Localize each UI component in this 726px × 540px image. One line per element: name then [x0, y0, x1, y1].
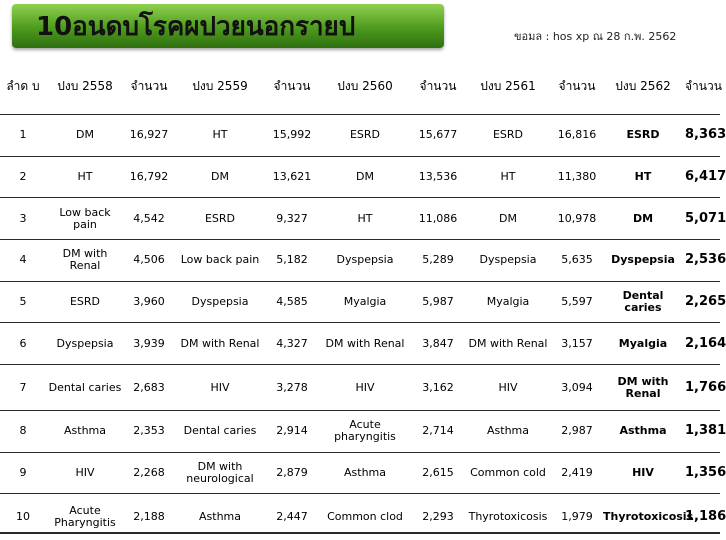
rank-cell: 8 — [0, 411, 46, 453]
table-row — [0, 365, 720, 411]
count-cell: 15,677 — [412, 114, 464, 156]
disease-cell: DM with Renal — [174, 323, 266, 365]
count-cell: 2,293 — [412, 494, 464, 540]
count-cell: 1,356 — [684, 452, 720, 494]
count-cell: 5,182 — [266, 239, 318, 281]
count-cell: 6,417 — [684, 156, 720, 198]
rank-cell: 9 — [0, 452, 46, 494]
disease-cell: Low back pain — [46, 198, 124, 240]
disease-cell: Common clod — [318, 494, 412, 540]
count-cell: 16,927 — [124, 114, 174, 156]
count-cell: 15,992 — [266, 114, 318, 156]
count-cell: 5,597 — [552, 281, 602, 323]
rank-cell: 7 — [0, 365, 46, 411]
column-header: จำนวน — [685, 78, 722, 93]
disease-cell: ESRD — [174, 198, 266, 240]
disease-cell: Myalgia — [318, 281, 412, 323]
disease-cell: Asthma — [46, 411, 124, 453]
column-header: ปงบ 2559 — [192, 78, 248, 93]
disease-cell: DM — [318, 156, 412, 198]
disease-cell: Dyspepsia — [174, 281, 266, 323]
disease-cell: Dyspepsia — [46, 323, 124, 365]
disease-cell: Dental caries — [46, 365, 124, 411]
column-header: จำนวน — [130, 78, 168, 93]
disease-cell: HIV — [318, 365, 412, 411]
count-cell: 5,987 — [412, 281, 464, 323]
disease-cell: DM with Renal — [46, 239, 124, 281]
count-cell: 1,979 — [552, 494, 602, 540]
disease-cell: Myalgia — [602, 323, 684, 365]
count-cell: 2,879 — [266, 452, 318, 494]
table-header-row — [0, 58, 720, 114]
count-cell: 5,289 — [412, 239, 464, 281]
disease-cell: Dyspepsia — [602, 239, 684, 281]
disease-cell: Common cold — [464, 452, 552, 494]
disease-cell: DM with Renal — [464, 323, 552, 365]
disease-cell: Asthma — [174, 494, 266, 540]
count-cell: 2,987 — [552, 411, 602, 453]
column-header: ปงบ 2561 — [480, 78, 536, 93]
count-cell: 2,683 — [124, 365, 174, 411]
disease-cell: Thyrotoxicosis — [602, 494, 684, 540]
disease-cell: HIV — [464, 365, 552, 411]
count-cell: 3,278 — [266, 365, 318, 411]
count-cell: 3,162 — [412, 365, 464, 411]
count-cell: 2,914 — [266, 411, 318, 453]
disease-cell: Asthma — [602, 411, 684, 453]
disease-cell: Dyspepsia — [318, 239, 412, 281]
count-cell: 1,381 — [684, 411, 720, 453]
count-cell: 2,265 — [684, 281, 720, 323]
disease-cell: ESRD — [602, 114, 684, 156]
count-cell: 4,542 — [124, 198, 174, 240]
count-cell: 5,071 — [684, 198, 720, 240]
count-cell: 3,847 — [412, 323, 464, 365]
disease-cell: HT — [174, 114, 266, 156]
rank-cell: 10 — [0, 494, 46, 540]
rank-cell: 1 — [0, 114, 46, 156]
count-cell: 8,363 — [684, 114, 720, 156]
disease-cell: Dental caries — [602, 281, 684, 323]
count-cell: 3,157 — [552, 323, 602, 365]
count-cell: 4,327 — [266, 323, 318, 365]
disease-cell: DM — [602, 198, 684, 240]
count-cell: 2,268 — [124, 452, 174, 494]
column-header: ลำด บ — [6, 78, 40, 93]
count-cell: 16,816 — [552, 114, 602, 156]
count-cell: 13,621 — [266, 156, 318, 198]
table-bottom-rule — [0, 532, 720, 534]
column-header: ปงบ 2560 — [337, 78, 393, 93]
title-band — [0, 0, 720, 58]
disease-cell: DM with neurological — [174, 452, 266, 494]
count-cell: 2,714 — [412, 411, 464, 453]
count-cell: 2,419 — [552, 452, 602, 494]
disease-cell: Dyspepsia — [464, 239, 552, 281]
count-cell: 2,188 — [124, 494, 174, 540]
rank-cell: 3 — [0, 198, 46, 240]
count-cell: 2,353 — [124, 411, 174, 453]
count-cell: 3,960 — [124, 281, 174, 323]
disease-cell: ESRD — [464, 114, 552, 156]
table-row — [0, 411, 720, 453]
disease-cell: HIV — [602, 452, 684, 494]
count-cell: 2,615 — [412, 452, 464, 494]
column-header: จำนวน — [419, 78, 457, 93]
count-cell: 9,327 — [266, 198, 318, 240]
disease-cell: Myalgia — [464, 281, 552, 323]
disease-cell: HIV — [174, 365, 266, 411]
disease-cell: DM — [46, 114, 124, 156]
disease-cell: HT — [318, 198, 412, 240]
column-header: จำนวน — [273, 78, 311, 93]
count-cell: 2,164 — [684, 323, 720, 365]
count-cell: 10,978 — [552, 198, 602, 240]
table-row — [0, 239, 720, 281]
table-row — [0, 452, 720, 494]
disease-cell: Thyrotoxicosis — [464, 494, 552, 540]
disease-cell: Acute pharyngitis — [318, 411, 412, 453]
table-row — [0, 198, 720, 240]
table-row — [0, 281, 720, 323]
source-note: ขอมล : hos xp ณ 28 ก.พ. 2562 — [514, 30, 677, 43]
rank-cell: 2 — [0, 156, 46, 198]
count-cell: 4,506 — [124, 239, 174, 281]
rank-cell: 4 — [0, 239, 46, 281]
column-header: ปงบ 2558 — [57, 78, 113, 93]
disease-cell: HT — [46, 156, 124, 198]
count-cell: 3,094 — [552, 365, 602, 411]
disease-cell: HIV — [46, 452, 124, 494]
disease-cell: DM with Renal — [318, 323, 412, 365]
count-cell: 4,585 — [266, 281, 318, 323]
table-row — [0, 323, 720, 365]
table-row — [0, 156, 720, 198]
disease-cell: Acute Pharyngitis — [46, 494, 124, 540]
disease-cell: ESRD — [46, 281, 124, 323]
count-cell: 2,536 — [684, 239, 720, 281]
disease-cell: DM — [464, 198, 552, 240]
table-row — [0, 114, 720, 156]
count-cell: 5,635 — [552, 239, 602, 281]
column-header: ปงบ 2562 — [615, 78, 671, 93]
count-cell: 13,536 — [412, 156, 464, 198]
disease-cell: Asthma — [464, 411, 552, 453]
disease-cell: Dental caries — [174, 411, 266, 453]
count-cell: 3,939 — [124, 323, 174, 365]
rank-cell: 6 — [0, 323, 46, 365]
disease-cell: HT — [464, 156, 552, 198]
disease-cell: ESRD — [318, 114, 412, 156]
column-header: จำนวน — [558, 78, 596, 93]
top-diseases-table — [0, 58, 726, 540]
count-cell: 11,380 — [552, 156, 602, 198]
disease-cell: DM with Renal — [602, 365, 684, 411]
count-cell: 1,186 — [684, 494, 720, 540]
disease-cell: Asthma — [318, 452, 412, 494]
page-title: 10อนดบโรคผปวยนอกรายป — [36, 12, 356, 42]
disease-cell: HT — [602, 156, 684, 198]
count-cell: 1,766 — [684, 365, 720, 411]
count-cell: 2,447 — [266, 494, 318, 540]
count-cell: 11,086 — [412, 198, 464, 240]
disease-cell: Low back pain — [174, 239, 266, 281]
rank-cell: 5 — [0, 281, 46, 323]
disease-cell: DM — [174, 156, 266, 198]
count-cell: 16,792 — [124, 156, 174, 198]
